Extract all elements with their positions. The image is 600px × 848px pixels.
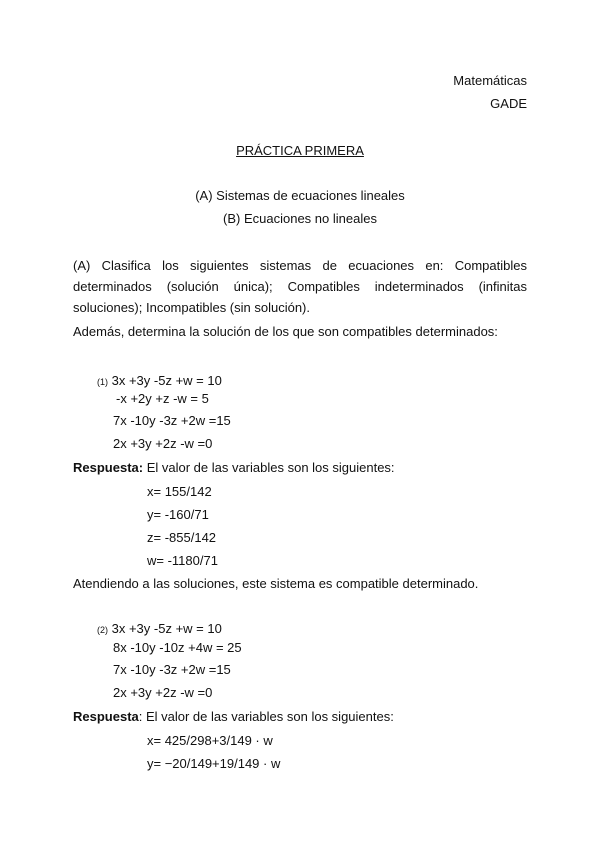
intro-extra: Además, determina la solución de los que son compatibles determinados:: [73, 324, 498, 339]
subject-label: Matemáticas: [453, 73, 527, 88]
system1-solution-y: y= -160/71: [147, 507, 209, 522]
system1-solution-w: w= -1180/71: [147, 553, 218, 568]
system1-solution-z: z= -855/142: [147, 530, 217, 545]
system2-answer: [73, 709, 394, 724]
page-title: PRÁCTICA PRIMERA: [236, 143, 364, 158]
system1-equation-4: 2x +3y +2z -w =0: [113, 436, 213, 451]
system2-equation-2: 8x -10y -10z +4w = 25: [113, 640, 242, 655]
system1-conclusion: Atendiendo a las soluciones, este sistema es compatible determinado.: [73, 576, 479, 591]
system2-answer-text: : El valor de las variables son los siguientes:: [138, 709, 394, 724]
subtitle-a: (A) Sistemas de ecuaciones lineales: [195, 188, 405, 203]
system2-equation-4: 2x +3y +2z -w =0: [113, 685, 213, 700]
system1-solution-x: x= 155/142: [147, 484, 212, 499]
system2-answer-label: Respuesta: [73, 709, 139, 724]
system1-equation-3: 7x -10y -3z +2w =15: [113, 413, 231, 428]
subtitle-b: (B) Ecuaciones no lineales: [223, 211, 377, 226]
system2-row-1: [97, 621, 222, 636]
system1-equation-2: -x +2y +z -w = 5: [116, 391, 209, 406]
intro-paragraph: (A) Clasifica los siguientes sistemas de ecuaciones en: Compatibles determinados (solución única); Compatibles indeterminados (infinitas soluciones); Incompatibles (sin solución).: [73, 258, 527, 315]
system2-solution-x: x= 425/298+3/149 · w: [147, 733, 273, 748]
system2-equation-1: 3x +3y -5z +w = 10: [111, 621, 222, 636]
system1-answer-label: Respuesta:: [73, 460, 144, 475]
system1-row-1: [97, 373, 222, 388]
system2-equation-3: 7x -10y -3z +2w =15: [113, 662, 231, 677]
system1-answer: [73, 460, 395, 475]
degree-label: GADE: [490, 96, 527, 111]
system2-label: (2): [97, 625, 108, 635]
system2-solution-y: y= −20/149+19/149 · w: [147, 756, 281, 771]
system1-answer-text: El valor de las variables son los siguientes:: [143, 460, 395, 475]
system1-label: (1): [97, 377, 108, 387]
system1-equation-1: 3x +3y -5z +w = 10: [111, 373, 222, 388]
